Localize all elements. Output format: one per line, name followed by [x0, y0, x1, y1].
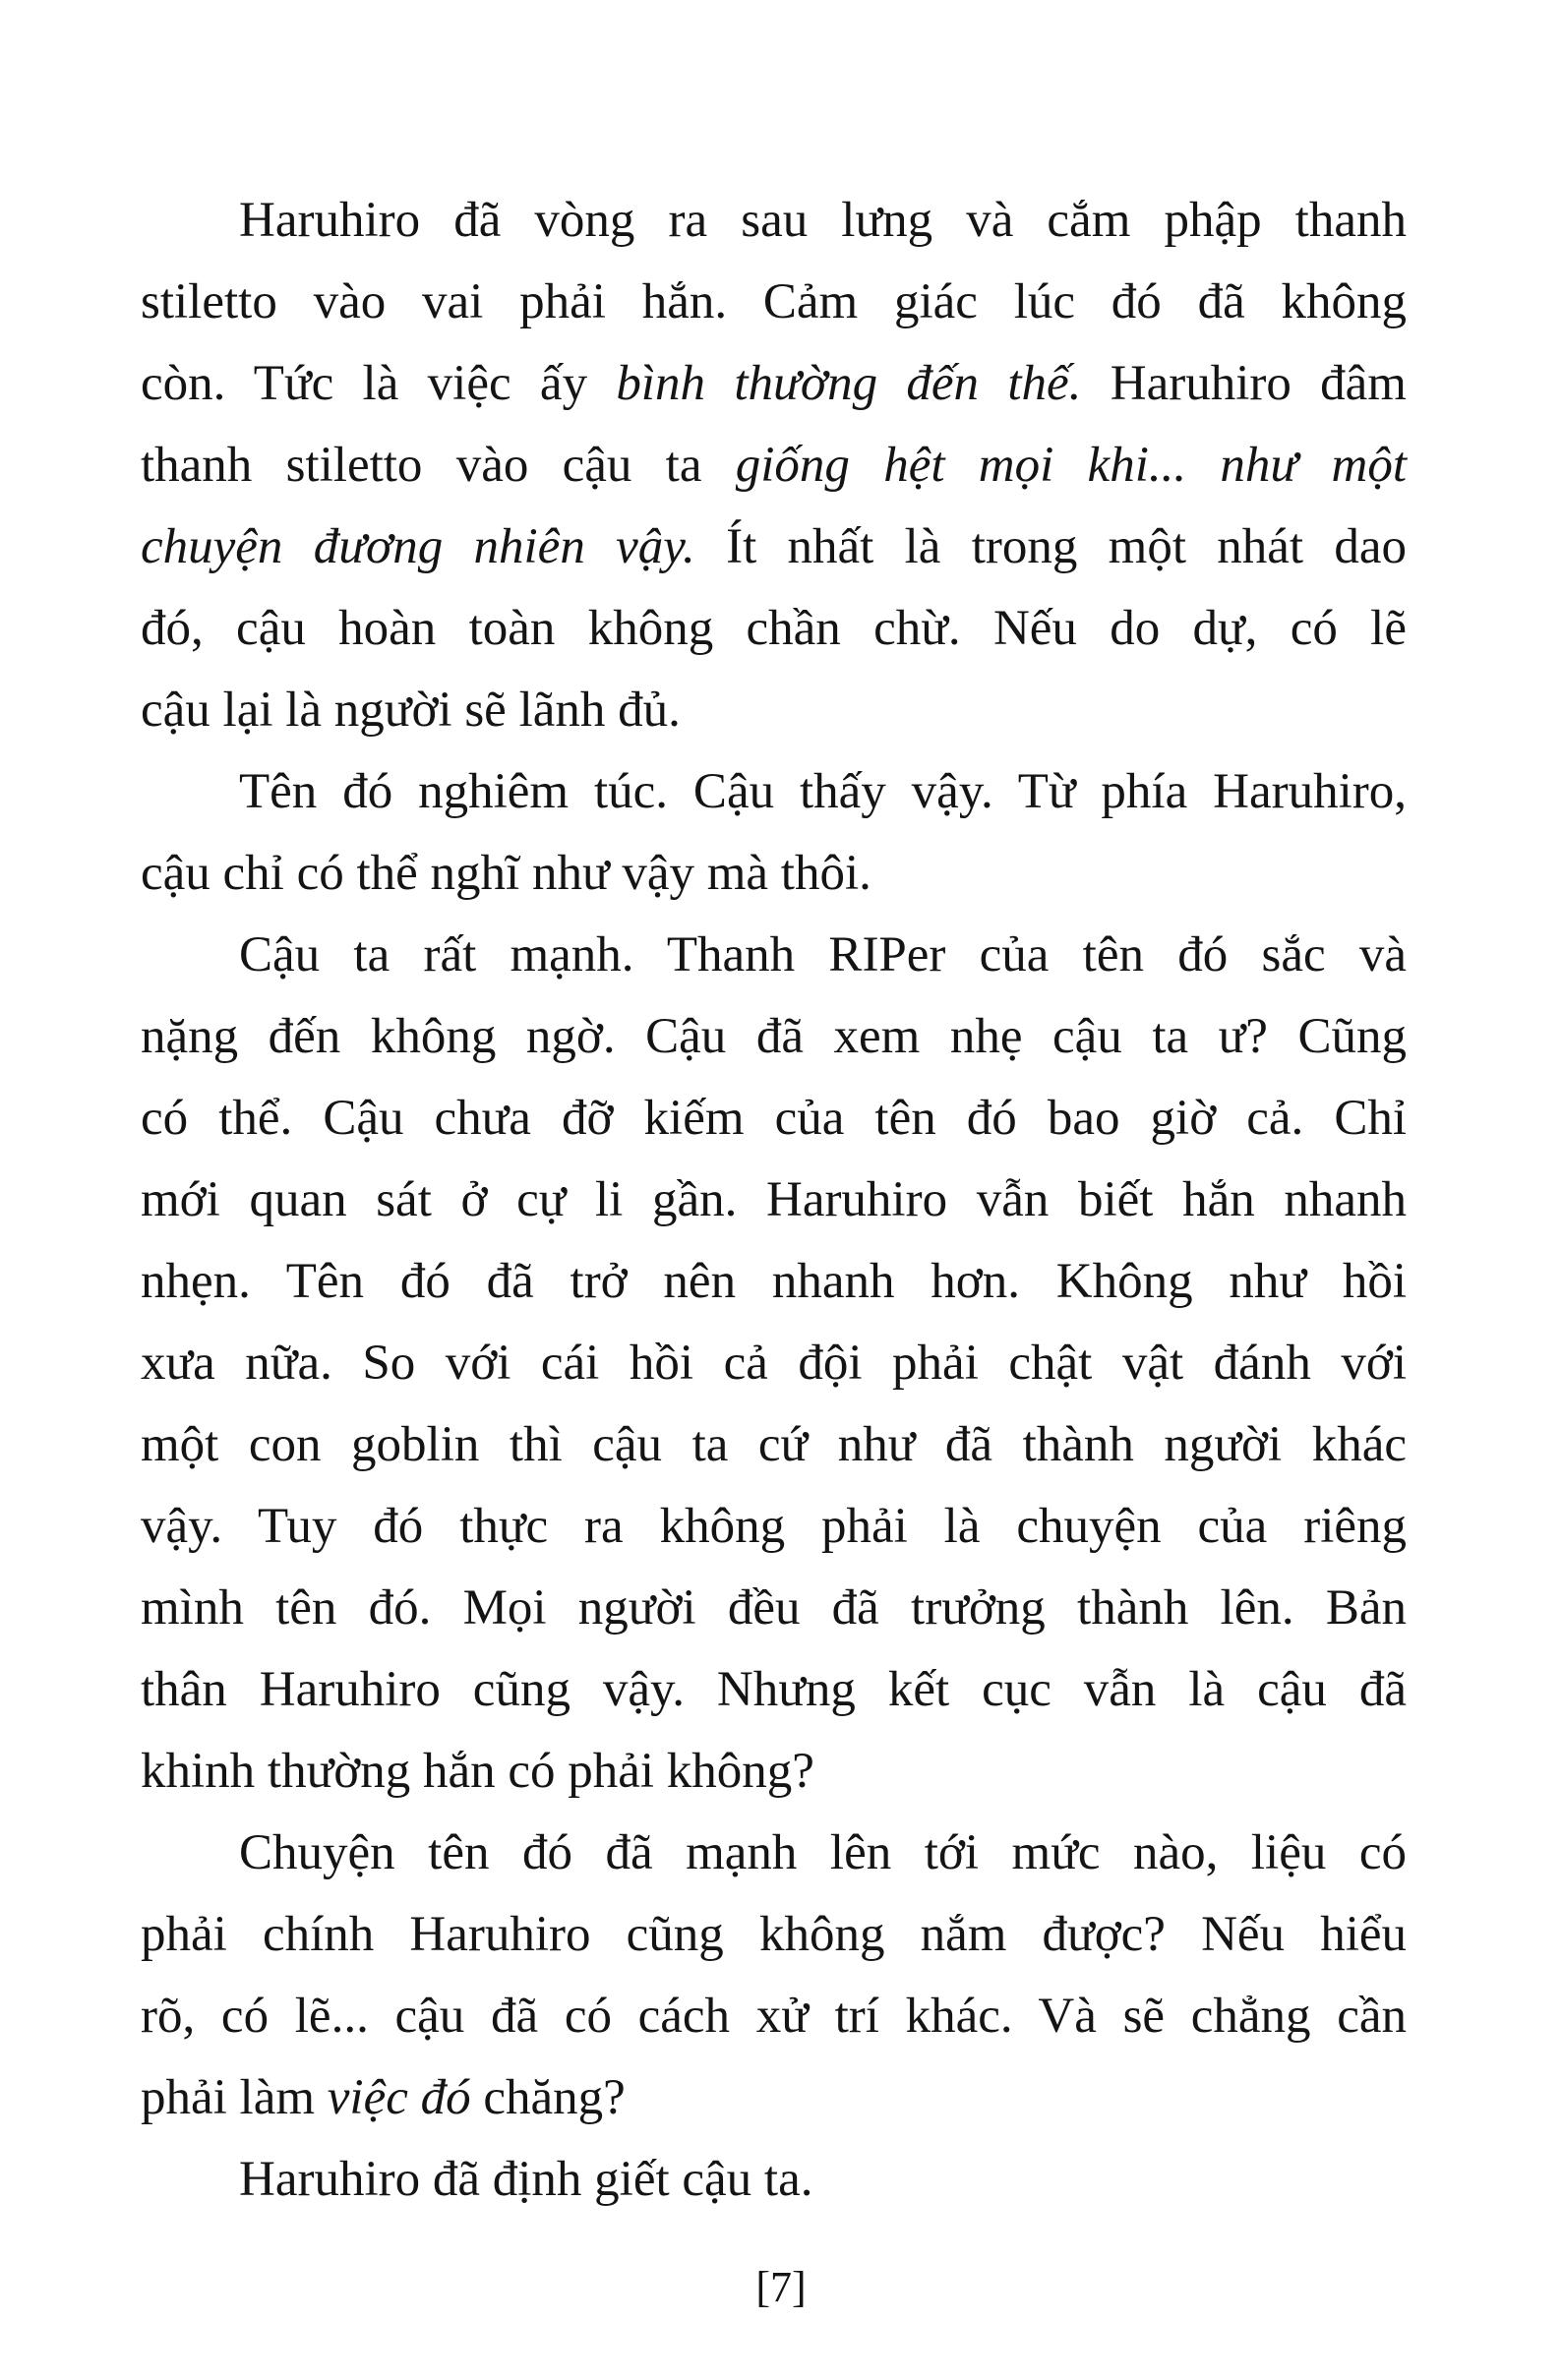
paragraph	[141, 1813, 1407, 2139]
text-line	[141, 1894, 1407, 1976]
italic-text: giống hệt mọi khi... như một	[735, 438, 1407, 493]
text-segment: Ít nhất là trong một nhát dao	[694, 519, 1407, 574]
text-line	[141, 1486, 1407, 1568]
text-segment: Tên đó nghiêm túc. Cậu thấy vậy. Từ phía Haruhiro,	[239, 764, 1407, 819]
text-line	[141, 1323, 1407, 1404]
text-line	[141, 180, 1407, 262]
text-segment: cậu lại là người sẽ lãnh đủ.	[141, 683, 681, 738]
text-line	[141, 1404, 1407, 1486]
text-segment: xưa nữa. So với cái hồi cả đội phải chật vật đánh với	[141, 1336, 1407, 1391]
text-segment: có thể. Cậu chưa đỡ kiếm của tên đó bao giờ cả. Chỉ	[141, 1091, 1407, 1146]
text-segment: mới quan sát ở cự li gần. Haruhiro vẫn biết hắn nhanh	[141, 1172, 1407, 1227]
text-line	[141, 1649, 1407, 1731]
paragraph	[141, 2139, 1407, 2221]
text-segment: mình tên đó. Mọi người đều đã trưởng thành lên. Bản	[141, 1580, 1407, 1636]
text-segment: Haruhiro đâm	[1081, 356, 1407, 411]
text-segment: phải làm	[141, 2070, 328, 2125]
text-line	[141, 425, 1407, 506]
text-line	[141, 1568, 1407, 1649]
text-line	[141, 915, 1407, 996]
text-line	[141, 588, 1407, 670]
book-page-body	[141, 180, 1407, 2221]
text-segment: thanh stiletto vào cậu ta	[141, 438, 736, 493]
text-segment: rõ, có lẽ... cậu đã có cách xử trí khác. Và sẽ chẳng cần	[141, 1989, 1407, 2044]
text-line	[141, 1813, 1407, 1894]
italic-text: việc đó	[327, 2070, 471, 2125]
text-segment: nhẹn. Tên đó đã trở nên nhanh hơn. Không như hồi	[141, 1254, 1407, 1309]
text-line	[141, 996, 1407, 1078]
text-segment: Chuyện tên đó đã mạnh lên tới mức nào, liệu có	[239, 1825, 1407, 1880]
text-line	[141, 1731, 1407, 1813]
text-segment: nặng đến không ngờ. Cậu đã xem nhẹ cậu ta ư? Cũng	[141, 1009, 1407, 1064]
text-line	[141, 751, 1407, 833]
text-line	[141, 1160, 1407, 1241]
text-segment: Haruhiro đã định giết cậu ta.	[239, 2152, 813, 2207]
text-line	[141, 1241, 1407, 1323]
italic-text: bình thường đến thế.	[616, 356, 1082, 411]
text-segment: chăng?	[470, 2070, 626, 2125]
text-segment: đó, cậu hoàn toàn không chần chừ. Nếu do dự, có lẽ	[141, 601, 1407, 656]
text-segment: stiletto vào vai phải hắn. Cảm giác lúc đó đã không	[141, 274, 1407, 329]
text-line	[141, 1078, 1407, 1160]
text-segment: vậy. Tuy đó thực ra không phải là chuyện của riêng	[141, 1499, 1407, 1554]
text-segment: khinh thường hắn có phải không?	[141, 1744, 814, 1799]
text-segment: cậu chỉ có thể nghĩ như vậy mà thôi.	[141, 846, 871, 901]
page-number: [7]	[755, 2263, 807, 2311]
paragraph	[141, 751, 1407, 915]
text-line	[141, 2139, 1407, 2221]
text-segment: Cậu ta rất mạnh. Thanh RIPer của tên đó sắc và	[239, 927, 1407, 982]
italic-text: chuyện đương nhiên vậy.	[141, 519, 695, 574]
text-line	[141, 1976, 1407, 2057]
paragraph	[141, 180, 1407, 751]
text-line	[141, 670, 1407, 751]
text-line	[141, 262, 1407, 343]
text-segment: thân Haruhiro cũng vậy. Nhưng kết cục vẫn là cậu đã	[141, 1662, 1407, 1717]
text-line	[141, 506, 1407, 588]
text-segment: một con goblin thì cậu ta cứ như đã thành người khác	[141, 1417, 1407, 1472]
text-line	[141, 833, 1407, 915]
text-line	[141, 343, 1407, 425]
paragraph	[141, 915, 1407, 1813]
text-segment: phải chính Haruhiro cũng không nắm được? Nếu hiểu	[141, 1907, 1407, 1962]
text-segment: còn. Tức là việc ấy	[141, 356, 617, 411]
text-segment: Haruhiro đã vòng ra sau lưng và cắm phập thanh	[239, 193, 1407, 248]
text-line	[141, 2057, 1407, 2139]
